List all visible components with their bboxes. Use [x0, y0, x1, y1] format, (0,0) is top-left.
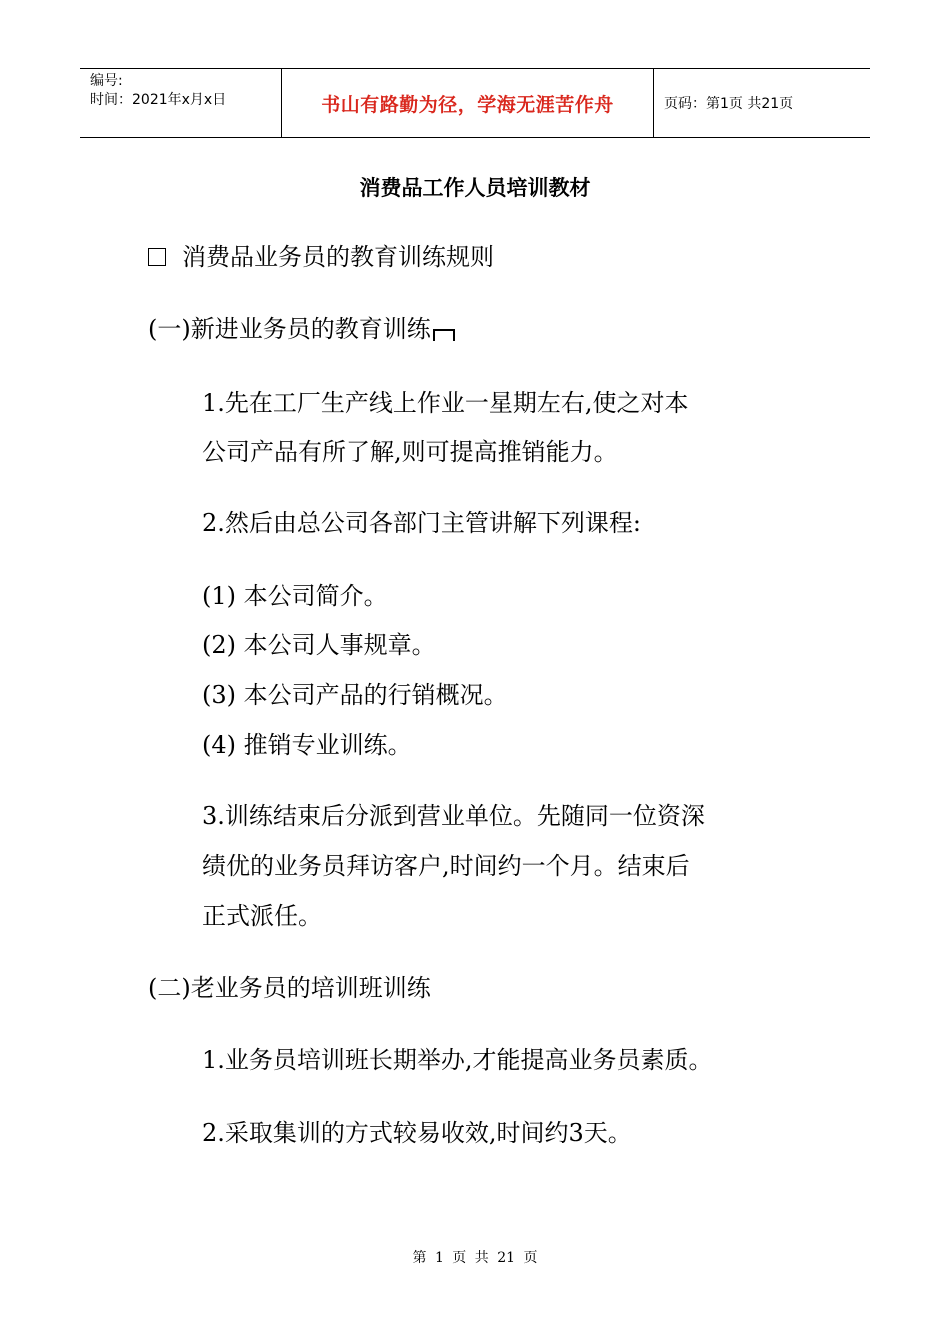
checkbox-icon — [148, 248, 166, 266]
subsection-heading-1-text: (一)新进业务员的教育训练 — [148, 315, 431, 343]
paragraph-line: 公司产品有所了解,则可提高推销能力。 — [202, 438, 618, 466]
section-heading — [148, 242, 494, 272]
document-number-label: 编号: — [90, 73, 123, 89]
paragraph-line: 2.采取集训的方式较易收效,时间约3天。 — [202, 1119, 632, 1147]
document-header — [80, 68, 870, 138]
subsection-heading-1 — [148, 314, 455, 344]
course-list-item: (3) 本公司产品的行销概况。 — [202, 681, 508, 709]
header-meta-cell — [80, 69, 282, 137]
course-list-item: (4) 推销专业训练。 — [202, 731, 412, 759]
header-motto-cell — [282, 69, 654, 137]
document-date-label: 时间：2021年x月x日 — [90, 92, 227, 108]
subsection-heading-2: (二)老业务员的培训班训练 — [148, 974, 431, 1002]
course-list-item: (2) 本公司人事规章。 — [202, 631, 436, 659]
paragraph-line: 绩优的业务员拜访客户,时间约一个月。结束后 — [202, 852, 690, 880]
edit-mark-icon — [433, 329, 455, 341]
header-page-cell — [654, 69, 870, 137]
page-footer: 第 1 页 共 21 页 — [412, 1250, 538, 1266]
paragraph-line: 正式派任。 — [202, 902, 322, 930]
paragraph-line: 2.然后由总公司各部门主管讲解下列课程: — [202, 509, 641, 537]
paragraph-line: 1.业务员培训班长期举办,才能提高业务员素质。 — [202, 1046, 713, 1074]
paragraph-line: 3.训练结束后分派到营业单位。先随同一位资深 — [202, 802, 705, 830]
motto-text: 书山有路勤为径，学海无涯苦作舟 — [321, 93, 614, 116]
paragraph-line: 1.先在工厂生产线上作业一星期左右,使之对本 — [202, 389, 689, 417]
document-title: 消费品工作人员培训教材 — [359, 176, 591, 200]
section-heading-text: 消费品业务员的教育训练规则 — [182, 243, 494, 271]
page-number-label: 页码：第1页 共21页 — [664, 96, 794, 112]
course-list-item: (1) 本公司简介。 — [202, 582, 388, 610]
